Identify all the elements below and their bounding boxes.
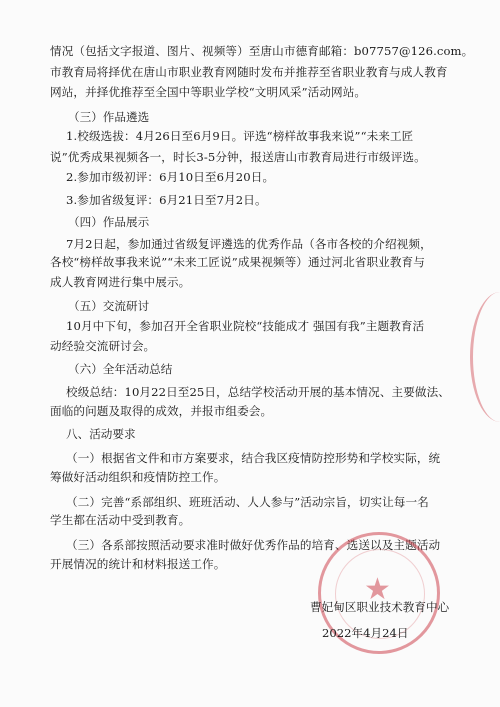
text-line: 3.参加省级复评：6月21日至7月2日。 [66,193,267,207]
text-line: 1.校级选拔：4月26日至6月9日。评选“榜样故事我来说”“未来工匠 [66,129,414,143]
text-line: 2.参加市级初评：6月10日至6月20日。 [66,170,275,184]
seal-star-icon: ★ [364,572,391,607]
text-line: 说”优秀成果视频各一，时长3-5分钟，报送唐山市教育局进行市级评选。 [50,150,426,164]
text-line: 筹做好活动组织和疫情防控工作。 [50,470,226,484]
text-line: 情况（包括文字报道、图片、视频等）至唐山市德育邮箱：b07757@126.com。 [50,44,474,58]
text-line: （二）完善“系部组织、班班活动、人人参与”活动宗旨，切实让每一名 [66,495,429,509]
signature-date: 2022年4月24日 [322,626,409,640]
text-line: 10月中下旬，参加召开全省职业院校“技能成才 强国有我”主题教育活 [66,319,425,333]
text-line: 市教育局将择优在唐山市职业教育网随时发布并推荐至省职业教育与成人教育 [50,65,448,79]
text-line: 学生都在活动中受到教育。 [50,513,191,527]
text-line: 各校“榜样故事我来说”“未来工匠说”成果视频等）通过河北省职业教育与 [50,255,425,269]
edge-seal-mark [470,292,500,422]
section-heading-3: （三）作品遴选 [68,110,150,124]
signature-organization: 曹妃甸区职业技术教育中心 [310,600,450,614]
text-line: 动经验交流研讨会。 [50,339,156,353]
section-heading-4: （四）作品展示 [68,215,150,229]
section-heading-8: 八、活动要求 [66,427,136,441]
text-line: 7月2日起，参加通过省级复评遴选的优秀作品（各市各校的介绍视频， [66,237,432,251]
section-heading-5: （五）交流研讨 [68,299,150,313]
section-heading-6: （六）全年活动总结 [68,362,173,376]
text-line: 校级总结：10月22日至25日，总结学校活动开展的基本情况、主要做法、 [66,385,450,399]
text-line: 成人教育网进行集中展示。 [50,275,191,289]
text-line: 面临的问题及取得的成效，并报市组委会。 [50,404,273,418]
text-line: （三）各系部按照活动要求准时做好优秀作品的培育、选送以及主题活动 [66,538,441,552]
text-line: （一）根据省文件和市方案要求，结合我区疫情防控形势和学校实际，统 [66,451,441,465]
text-line: 网站，并择优推荐至全国中等职业学校“文明风采”活动网站。 [50,85,367,99]
text-line: 开展情况的统计和材料报送工作。 [50,557,226,571]
